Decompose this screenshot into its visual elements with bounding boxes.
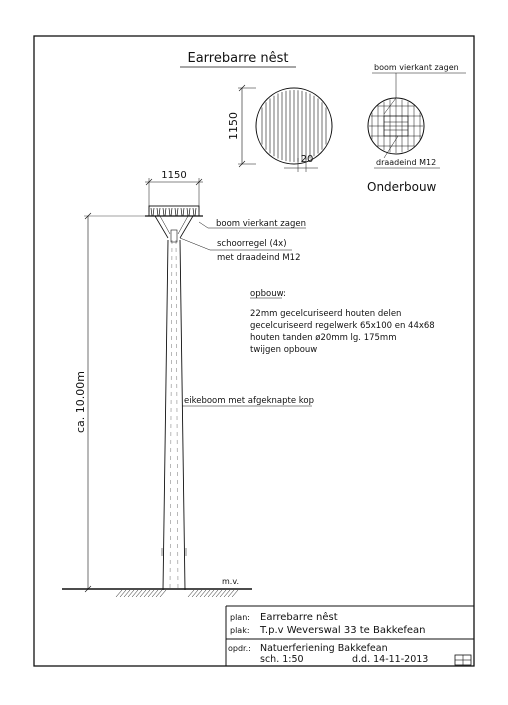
callout-saw-square: boom vierkant zagen — [216, 219, 306, 229]
underside-view — [367, 63, 466, 194]
top-view-dimension: 1150 — [227, 112, 240, 140]
drawing-title: Earrebarre nêst — [187, 51, 289, 66]
notes-line-4: twijgen opbouw — [250, 345, 318, 355]
callout-brace: schoorregel (4x) — [217, 239, 287, 249]
plak-label: plak: — [230, 626, 250, 635]
opdr-label: opdr.: — [228, 644, 251, 653]
ground-level-label: m.v. — [222, 577, 239, 586]
office-logo — [455, 655, 471, 665]
notes-line-3: houten tanden ø20mm lg. 175mm — [250, 333, 397, 343]
elevation-view — [62, 170, 314, 597]
construction-notes — [250, 289, 435, 355]
underside-caption: Onderbouw — [367, 180, 437, 194]
notes-line-1: 22mm gecelcuriseerd houten delen — [250, 309, 402, 319]
plan-label: plan: — [230, 613, 250, 622]
notes-line-2: gecelcuriseerd regelwerk 65x100 en 44x68 — [250, 321, 435, 331]
top-view — [227, 85, 332, 172]
underside-label-top: boom vierkant zagen — [374, 63, 459, 72]
plak-value: T.p.v Weverswal 33 te Bakkefean — [260, 625, 426, 636]
scale-value: sch. 1:50 — [260, 654, 304, 665]
notes-heading: opbouw: — [250, 289, 286, 299]
plank-gap-dimension: 20 — [300, 154, 314, 165]
title-block — [226, 606, 474, 666]
nest-width-dimension: 1150 — [161, 170, 187, 181]
callout-brace-rod: met draadeind M12 — [217, 253, 301, 263]
date-value: d.d. 14-11-2013 — [352, 654, 429, 665]
underside-label-bottom: draadeind M12 — [376, 158, 437, 167]
opdr-value: Natuerferiening Bakkefean — [260, 643, 388, 654]
height-dimension: ca. 10.00m — [74, 371, 87, 433]
callout-oak-trunk: eikeboom met afgeknapte kop — [184, 396, 314, 406]
plan-value: Earrebarre nêst — [260, 612, 338, 623]
